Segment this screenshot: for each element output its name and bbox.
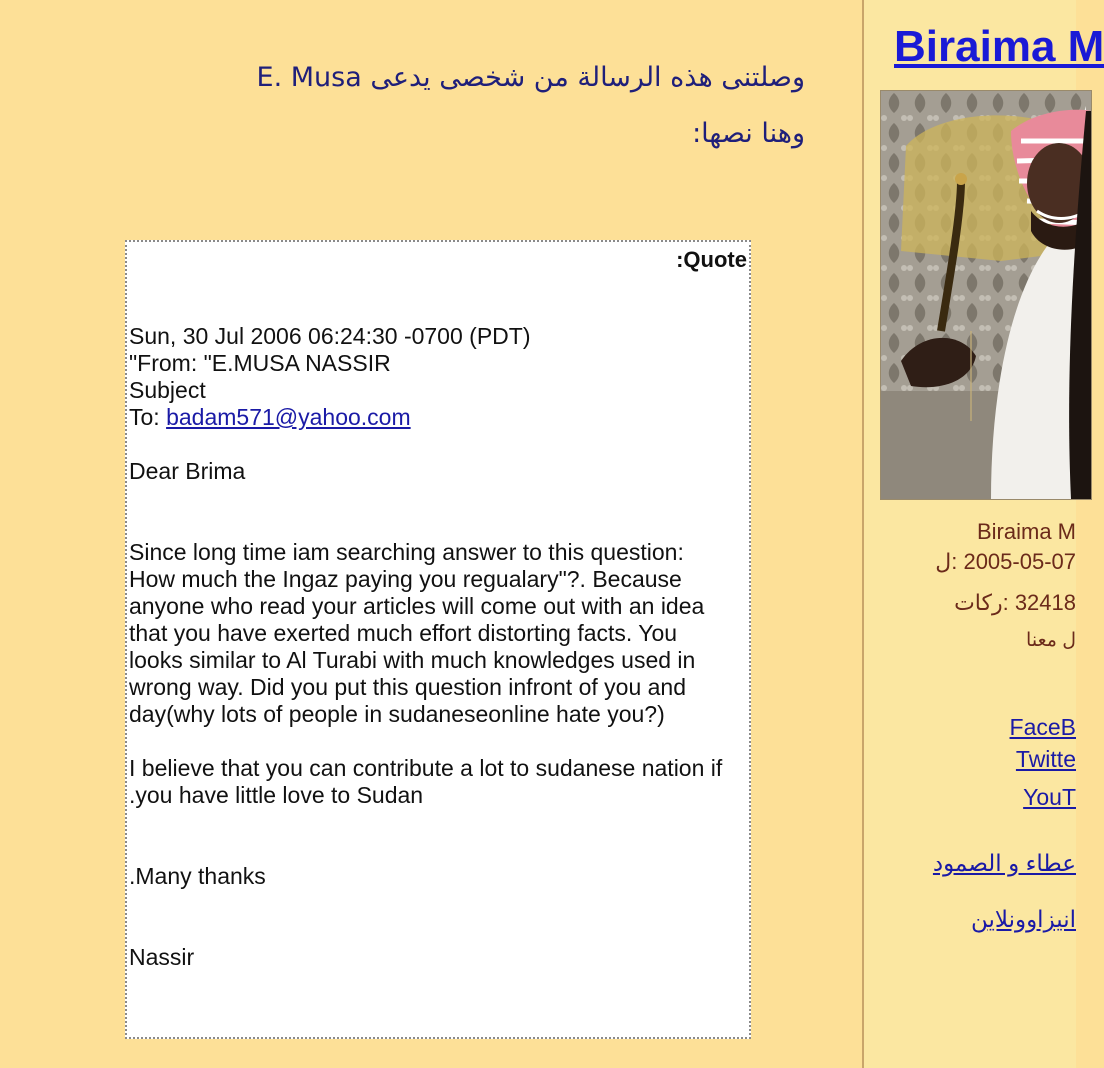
email-to-link[interactable]: badam571@yahoo.com	[166, 404, 411, 430]
email-closing: .Many thanks	[129, 863, 266, 889]
arabic-link[interactable]: انيزاوونلاين	[970, 906, 1076, 932]
contact-label: ل معنا	[1026, 630, 1076, 651]
arabic-link[interactable]: عطاء و الصمود	[932, 850, 1076, 876]
email-text-line: looks similar to Al Turabi with much knowledges used in	[129, 647, 696, 673]
email-text-line: How much the Ingaz paying you regualary"?. Because	[129, 566, 682, 592]
quote-box	[125, 240, 751, 1039]
email-to	[129, 404, 744, 431]
email-subject: Subject	[129, 377, 206, 403]
quote-label: :Quote	[676, 247, 747, 272]
email-text-line: .you have little love to Sudan	[129, 782, 424, 808]
email-body	[129, 323, 744, 971]
author-profile-link[interactable]: Biraima M	[894, 22, 1104, 71]
email-from: "From: "E.MUSA NASSIR	[129, 350, 391, 376]
post-count: 32418 :ركات	[954, 590, 1076, 615]
intro-line: وهنا نصها:	[692, 118, 805, 149]
email-text-line: wrong way. Did you put this question infront of you and	[129, 674, 687, 700]
email-text-line: anyone who read your articles will come out with an idea	[129, 593, 705, 619]
avatar[interactable]	[880, 90, 1092, 500]
email-signature: Nassir	[129, 944, 195, 970]
author-sidebar	[864, 0, 1104, 1068]
author-name: Biraima M	[976, 519, 1076, 544]
email-text-line: day(why lots of people in sudaneseonline hate you?)	[129, 701, 665, 727]
email-greeting: Dear Brima	[129, 458, 246, 484]
intro-line: وصلتنى هذه الرسالة من شخصى يدعى E. Musa	[256, 62, 805, 93]
youtube-link[interactable]: YouT	[1023, 784, 1076, 810]
email-text-line: Since long time iam searching answer to this question:	[129, 539, 684, 565]
facebook-link[interactable]: FaceB	[1009, 714, 1076, 740]
email-date: Sun, 30 Jul 2006 06:24:30 -0700 (PDT)	[129, 323, 531, 349]
email-text-line: I believe that you can contribute a lot to sudanese nation if	[129, 755, 723, 781]
email-text-line: that you have exerted much effort distorting facts. You	[129, 620, 678, 646]
email-to-label: To:	[129, 404, 160, 430]
join-date: 2005-05-07 :ل	[935, 549, 1076, 574]
avatar-image	[881, 91, 1091, 499]
twitter-link[interactable]: Twitte	[1015, 746, 1076, 772]
